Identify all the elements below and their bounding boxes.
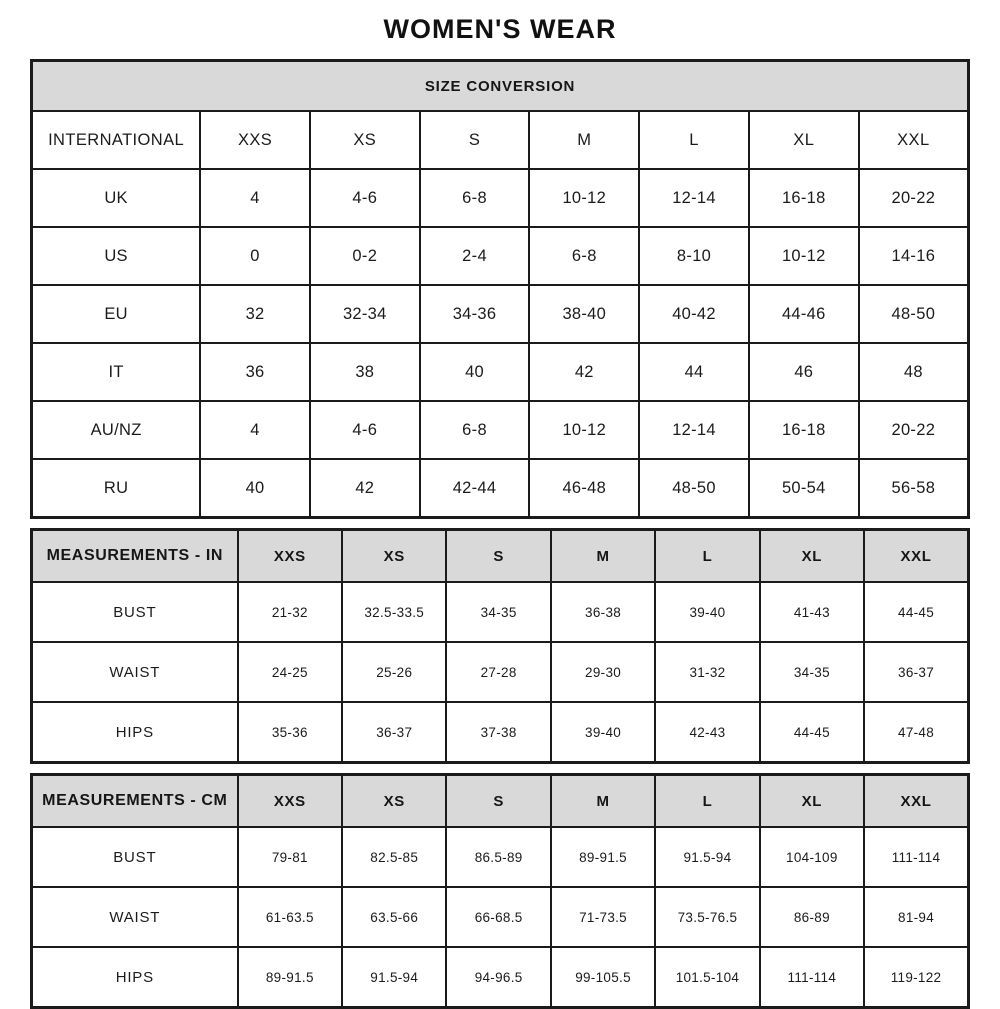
size-value-cell: 6-8 [529,227,639,285]
measurement-value-cell: 25-26 [342,642,446,702]
measurement-value-cell: 36-38 [551,582,655,642]
size-column-header: L [655,530,759,583]
size-column-header: XL [760,530,864,583]
measurements-cm-table [30,773,970,1009]
measurement-label: BUST [32,582,238,642]
table-row [32,401,969,459]
size-value-cell: 4-6 [310,401,420,459]
international-column-header: INTERNATIONAL [32,111,201,169]
table-row [32,827,969,887]
size-column-header: XS [342,530,446,583]
measurement-value-cell: 89-91.5 [551,827,655,887]
measurement-value-cell: 31-32 [655,642,759,702]
size-value-cell: 12-14 [639,169,749,227]
measurement-value-cell: 61-63.5 [238,887,342,947]
measurement-value-cell: 89-91.5 [238,947,342,1008]
measurement-value-cell: 36-37 [342,702,446,763]
table-row [32,642,969,702]
size-value-cell: 20-22 [859,401,969,459]
measurement-value-cell: 79-81 [238,827,342,887]
measurement-value-cell: 86-89 [760,887,864,947]
size-value-cell: 10-12 [749,227,859,285]
size-value-cell: 48-50 [859,285,969,343]
size-column-header: XXL [864,775,968,828]
measurement-value-cell: 29-30 [551,642,655,702]
measurement-value-cell: 41-43 [760,582,864,642]
measurement-value-cell: 82.5-85 [342,827,446,887]
size-value-cell: 36 [200,343,310,401]
size-value-cell: 42-44 [420,459,530,518]
measurement-value-cell: 24-25 [238,642,342,702]
measurement-value-cell: 42-43 [655,702,759,763]
size-value-cell: 40 [420,343,530,401]
measurement-value-cell: 104-109 [760,827,864,887]
size-value-cell: 34-36 [420,285,530,343]
size-value-cell: 4 [200,169,310,227]
size-value-cell: 12-14 [639,401,749,459]
measurement-value-cell: 47-48 [864,702,968,763]
page [30,0,970,1009]
measurement-value-cell: 27-28 [446,642,550,702]
table-row [32,227,969,285]
size-value-cell: 2-4 [420,227,530,285]
size-value-cell: 42 [310,459,420,518]
table-row [32,169,969,227]
measurement-value-cell: 35-36 [238,702,342,763]
table-row [32,61,969,112]
size-value-cell: 8-10 [639,227,749,285]
measurement-value-cell: 91.5-94 [655,827,759,887]
region-label: UK [32,169,201,227]
region-label: AU/NZ [32,401,201,459]
size-value-cell: 44-46 [749,285,859,343]
measurement-value-cell: 44-45 [760,702,864,763]
size-value-cell: 48 [859,343,969,401]
region-label: US [32,227,201,285]
size-value-cell: 40 [200,459,310,518]
region-label: EU [32,285,201,343]
size-value-cell: 6-8 [420,169,530,227]
size-value-cell: 50-54 [749,459,859,518]
size-column-header: L [655,775,759,828]
measurement-value-cell: 73.5-76.5 [655,887,759,947]
size-column-header: M [529,111,639,169]
size-column-header: XXS [238,530,342,583]
size-value-cell: 48-50 [639,459,749,518]
size-value-cell: 20-22 [859,169,969,227]
measurement-value-cell: 34-35 [760,642,864,702]
size-conversion-table [30,59,970,519]
size-value-cell: 0 [200,227,310,285]
measurement-value-cell: 94-96.5 [446,947,550,1008]
page-title: WOMEN'S WEAR [383,14,617,44]
size-value-cell: 32 [200,285,310,343]
size-value-cell: 44 [639,343,749,401]
size-value-cell: 38-40 [529,285,639,343]
size-value-cell: 32-34 [310,285,420,343]
measurement-label: HIPS [32,702,238,763]
measurement-value-cell: 86.5-89 [446,827,550,887]
size-column-header: XXL [859,111,969,169]
size-value-cell: 16-18 [749,401,859,459]
size-value-cell: 14-16 [859,227,969,285]
table-row [32,459,969,518]
size-value-cell: 4-6 [310,169,420,227]
measurement-label: BUST [32,827,238,887]
size-value-cell: 56-58 [859,459,969,518]
table-row [32,947,969,1008]
size-value-cell: 46-48 [529,459,639,518]
size-value-cell: 16-18 [749,169,859,227]
measurement-value-cell: 36-37 [864,642,968,702]
measurement-value-cell: 99-105.5 [551,947,655,1008]
size-value-cell: 4 [200,401,310,459]
measurement-label: WAIST [32,642,238,702]
measurement-value-cell: 37-38 [446,702,550,763]
table-row [32,285,969,343]
size-value-cell: 40-42 [639,285,749,343]
size-value-cell: 42 [529,343,639,401]
measurement-label: HIPS [32,947,238,1008]
measurement-value-cell: 119-122 [864,947,968,1008]
measurement-value-cell: 21-32 [238,582,342,642]
table-row [32,775,969,828]
table-row [32,887,969,947]
size-column-header: M [551,775,655,828]
measurement-value-cell: 39-40 [551,702,655,763]
measurement-value-cell: 63.5-66 [342,887,446,947]
size-column-header: M [551,530,655,583]
size-value-cell: 0-2 [310,227,420,285]
size-column-header: S [420,111,530,169]
measurement-value-cell: 71-73.5 [551,887,655,947]
table-row [32,343,969,401]
size-column-header: XS [310,111,420,169]
size-value-cell: 38 [310,343,420,401]
table-row [32,111,969,169]
size-column-header: S [446,775,550,828]
size-value-cell: 6-8 [420,401,530,459]
size-column-header: XL [760,775,864,828]
measurement-value-cell: 91.5-94 [342,947,446,1008]
measurement-value-cell: 111-114 [760,947,864,1008]
size-value-cell: 10-12 [529,169,639,227]
size-column-header: XXS [238,775,342,828]
size-column-header: XXS [200,111,310,169]
size-column-header: XS [342,775,446,828]
measurement-value-cell: 101.5-104 [655,947,759,1008]
size-conversion-title: SIZE CONVERSION [32,61,969,112]
region-label: RU [32,459,201,518]
measurement-value-cell: 111-114 [864,827,968,887]
measurement-label: WAIST [32,887,238,947]
measurement-value-cell: 81-94 [864,887,968,947]
measurement-value-cell: 44-45 [864,582,968,642]
size-column-header: XL [749,111,859,169]
measurement-value-cell: 66-68.5 [446,887,550,947]
size-value-cell: 10-12 [529,401,639,459]
measurement-value-cell: 39-40 [655,582,759,642]
size-column-header: XXL [864,530,968,583]
measurements-in-table [30,528,970,764]
measurement-value-cell: 32.5-33.5 [342,582,446,642]
size-value-cell: 46 [749,343,859,401]
measurements-title: MEASUREMENTS - IN [32,530,238,583]
measurements-title: MEASUREMENTS - CM [32,775,238,828]
table-row [32,530,969,583]
table-row [32,702,969,763]
measurement-value-cell: 34-35 [446,582,550,642]
size-column-header: S [446,530,550,583]
table-row [32,582,969,642]
region-label: IT [32,343,201,401]
size-column-header: L [639,111,749,169]
